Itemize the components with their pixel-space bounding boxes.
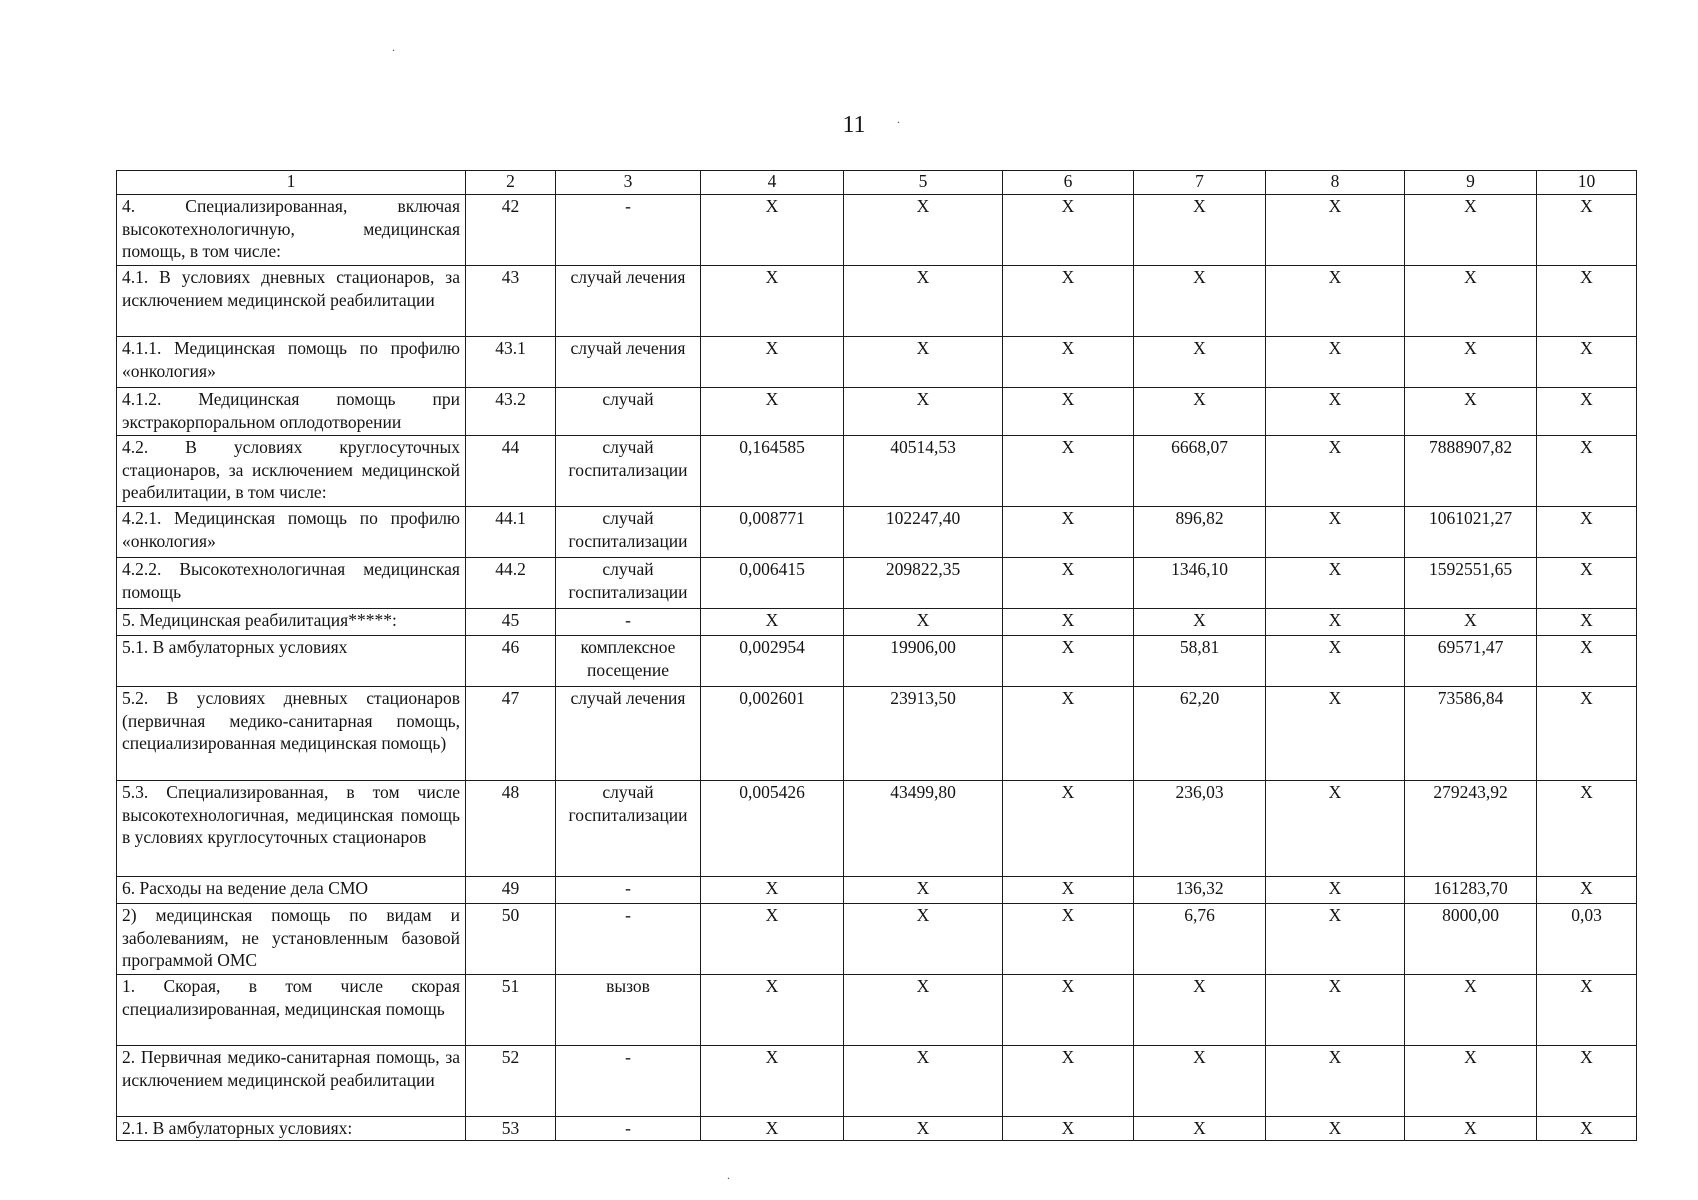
- row-name-cell: 4.1.1. Медицинская помощь по профилю «онкология»: [117, 337, 466, 388]
- table-row: [117, 975, 1637, 1046]
- row-code-cell: 50: [466, 904, 556, 975]
- col-8-cell: X: [1266, 687, 1405, 781]
- row-code-cell: 46: [466, 636, 556, 687]
- col-9-cell: 7888907,82: [1405, 436, 1537, 507]
- row-unit-cell: случай госпитализации: [556, 781, 701, 877]
- col-6-cell: X: [1003, 687, 1134, 781]
- col-4-cell: 0,002601: [701, 687, 844, 781]
- col-5-cell: 209822,35: [844, 558, 1003, 609]
- col-9-cell: X: [1405, 195, 1537, 266]
- col-5-cell: X: [844, 266, 1003, 337]
- col-6-cell: X: [1003, 337, 1134, 388]
- col-7-cell: X: [1134, 337, 1266, 388]
- table-row: [117, 558, 1637, 609]
- col-7-cell: 236,03: [1134, 781, 1266, 877]
- header-cell: 1: [117, 171, 466, 195]
- col-5-cell: X: [844, 877, 1003, 904]
- col-7-cell: X: [1134, 195, 1266, 266]
- col-4-cell: 0,002954: [701, 636, 844, 687]
- col-7-cell: X: [1134, 266, 1266, 337]
- col-5-cell: 43499,80: [844, 781, 1003, 877]
- col-10-cell: X: [1537, 687, 1637, 781]
- col-5-cell: X: [844, 1117, 1003, 1141]
- col-6-cell: X: [1003, 195, 1134, 266]
- row-unit-cell: случай: [556, 388, 701, 436]
- row-name-cell: 2. Первичная медико-санитарная помощь, за исключением медицинской реабилитации: [117, 1046, 466, 1117]
- header-cell: 4: [701, 171, 844, 195]
- row-name-cell: 4.1.2. Медицинская помощь при экстракорпоральном оплодотворении: [117, 388, 466, 436]
- col-7-cell: 136,32: [1134, 877, 1266, 904]
- row-name-cell: 2.1. В амбулаторных условиях:: [117, 1117, 466, 1141]
- col-8-cell: X: [1266, 558, 1405, 609]
- col-7-cell: 896,82: [1134, 507, 1266, 558]
- row-name-cell: 5.1. В амбулаторных условиях: [117, 636, 466, 687]
- col-4-cell: X: [701, 1117, 844, 1141]
- col-8-cell: X: [1266, 904, 1405, 975]
- col-8-cell: X: [1266, 877, 1405, 904]
- col-10-cell: X: [1537, 975, 1637, 1046]
- table-row: [117, 1117, 1637, 1141]
- col-6-cell: X: [1003, 636, 1134, 687]
- header-cell: 3: [556, 171, 701, 195]
- table-row: [117, 266, 1637, 337]
- row-code-cell: 42: [466, 195, 556, 266]
- table-row: [117, 781, 1637, 877]
- col-9-cell: X: [1405, 609, 1537, 636]
- col-5-cell: 40514,53: [844, 436, 1003, 507]
- col-10-cell: X: [1537, 507, 1637, 558]
- col-10-cell: X: [1537, 558, 1637, 609]
- row-code-cell: 44: [466, 436, 556, 507]
- table-row: [117, 388, 1637, 436]
- col-4-cell: 0,005426: [701, 781, 844, 877]
- header-cell: 10: [1537, 171, 1637, 195]
- col-8-cell: X: [1266, 781, 1405, 877]
- data-table: [116, 170, 1637, 1141]
- row-code-cell: 47: [466, 687, 556, 781]
- col-6-cell: X: [1003, 781, 1134, 877]
- col-6-cell: X: [1003, 877, 1134, 904]
- col-4-cell: 0,008771: [701, 507, 844, 558]
- row-code-cell: 45: [466, 609, 556, 636]
- row-code-cell: 44.1: [466, 507, 556, 558]
- col-4-cell: X: [701, 609, 844, 636]
- row-name-cell: 4.1. В условиях дневных стационаров, за исключением медицинской реабилитации: [117, 266, 466, 337]
- page-number: 11: [842, 112, 866, 138]
- table-row: [117, 636, 1637, 687]
- col-4-cell: X: [701, 388, 844, 436]
- row-unit-cell: -: [556, 1046, 701, 1117]
- scan-speck: .: [727, 1168, 730, 1182]
- table-row: [117, 1046, 1637, 1117]
- col-10-cell: X: [1537, 1117, 1637, 1141]
- col-7-cell: X: [1134, 609, 1266, 636]
- table-row: [117, 436, 1637, 507]
- col-7-cell: X: [1134, 1117, 1266, 1141]
- row-unit-cell: случай лечения: [556, 266, 701, 337]
- col-8-cell: X: [1266, 337, 1405, 388]
- row-code-cell: 52: [466, 1046, 556, 1117]
- col-6-cell: X: [1003, 436, 1134, 507]
- col-6-cell: X: [1003, 975, 1134, 1046]
- row-unit-cell: -: [556, 904, 701, 975]
- col-5-cell: 19906,00: [844, 636, 1003, 687]
- col-5-cell: X: [844, 904, 1003, 975]
- row-unit-cell: -: [556, 195, 701, 266]
- col-4-cell: X: [701, 1046, 844, 1117]
- col-9-cell: X: [1405, 266, 1537, 337]
- row-unit-cell: случай госпитализации: [556, 558, 701, 609]
- col-7-cell: X: [1134, 975, 1266, 1046]
- row-name-cell: 1. Скорая, в том числе скорая специализированная, медицинская помощь: [117, 975, 466, 1046]
- row-name-cell: 5.2. В условиях дневных стационаров (первичная медико-санитарная помощь, специализированная медицинская помощь): [117, 687, 466, 781]
- row-name-cell: 5.3. Специализированная, в том числе высокотехнологичная, медицинская помощь в условиях круглосуточных стационаров: [117, 781, 466, 877]
- table-body: [117, 171, 1637, 1141]
- col-6-cell: X: [1003, 507, 1134, 558]
- col-5-cell: X: [844, 195, 1003, 266]
- row-name-cell: 2) медицинская помощь по видам и заболеваниям, не установленным базовой программой ОМС: [117, 904, 466, 975]
- table-row: [117, 904, 1637, 975]
- header-cell: 9: [1405, 171, 1537, 195]
- col-8-cell: X: [1266, 1046, 1405, 1117]
- row-name-cell: 4.2.2. Высокотехнологичная медицинская помощь: [117, 558, 466, 609]
- table-row: [117, 687, 1637, 781]
- col-8-cell: X: [1266, 636, 1405, 687]
- col-6-cell: X: [1003, 266, 1134, 337]
- col-8-cell: X: [1266, 609, 1405, 636]
- col-8-cell: X: [1266, 195, 1405, 266]
- row-name-cell: 4.2. В условиях круглосуточных стационаров, за исключением медицинской реабилитации, в том числе:: [117, 436, 466, 507]
- scan-speck: .: [392, 40, 395, 54]
- col-10-cell: X: [1537, 337, 1637, 388]
- header-cell: 2: [466, 171, 556, 195]
- table-row: [117, 507, 1637, 558]
- col-8-cell: X: [1266, 507, 1405, 558]
- row-name-cell: 6. Расходы на ведение дела СМО: [117, 877, 466, 904]
- col-4-cell: 0,006415: [701, 558, 844, 609]
- table-row: [117, 337, 1637, 388]
- row-name-cell: 5. Медицинская реабилитация*****:: [117, 609, 466, 636]
- col-6-cell: X: [1003, 904, 1134, 975]
- table-row: [117, 195, 1637, 266]
- row-unit-cell: случай лечения: [556, 337, 701, 388]
- col-7-cell: X: [1134, 1046, 1266, 1117]
- row-unit-cell: -: [556, 1117, 701, 1141]
- col-9-cell: 161283,70: [1405, 877, 1537, 904]
- row-unit-cell: комплексное посещение: [556, 636, 701, 687]
- col-9-cell: 73586,84: [1405, 687, 1537, 781]
- col-5-cell: X: [844, 388, 1003, 436]
- scan-speck: .: [897, 112, 900, 126]
- col-10-cell: X: [1537, 266, 1637, 337]
- col-5-cell: X: [844, 1046, 1003, 1117]
- col-6-cell: X: [1003, 1046, 1134, 1117]
- row-code-cell: 49: [466, 877, 556, 904]
- header-row: [117, 171, 1637, 195]
- col-9-cell: 69571,47: [1405, 636, 1537, 687]
- row-code-cell: 51: [466, 975, 556, 1046]
- col-8-cell: X: [1266, 975, 1405, 1046]
- col-5-cell: X: [844, 609, 1003, 636]
- header-cell: 8: [1266, 171, 1405, 195]
- header-cell: 5: [844, 171, 1003, 195]
- row-unit-cell: -: [556, 609, 701, 636]
- col-8-cell: X: [1266, 388, 1405, 436]
- col-9-cell: X: [1405, 1046, 1537, 1117]
- col-9-cell: 8000,00: [1405, 904, 1537, 975]
- col-4-cell: 0,164585: [701, 436, 844, 507]
- col-6-cell: X: [1003, 388, 1134, 436]
- row-unit-cell: вызов: [556, 975, 701, 1046]
- row-code-cell: 43: [466, 266, 556, 337]
- col-5-cell: 102247,40: [844, 507, 1003, 558]
- col-6-cell: X: [1003, 558, 1134, 609]
- col-4-cell: X: [701, 195, 844, 266]
- col-9-cell: X: [1405, 975, 1537, 1046]
- row-name-cell: 4. Специализированная, включая высокотехнологичную, медицинская помощь, в том числе:: [117, 195, 466, 266]
- col-8-cell: X: [1266, 436, 1405, 507]
- row-name-cell: 4.2.1. Медицинская помощь по профилю «онкология»: [117, 507, 466, 558]
- col-4-cell: X: [701, 337, 844, 388]
- col-10-cell: 0,03: [1537, 904, 1637, 975]
- col-6-cell: X: [1003, 609, 1134, 636]
- col-4-cell: X: [701, 975, 844, 1046]
- col-10-cell: X: [1537, 1046, 1637, 1117]
- col-4-cell: X: [701, 904, 844, 975]
- col-4-cell: X: [701, 877, 844, 904]
- col-9-cell: 279243,92: [1405, 781, 1537, 877]
- col-7-cell: 62,20: [1134, 687, 1266, 781]
- col-5-cell: X: [844, 975, 1003, 1046]
- row-unit-cell: случай госпитализации: [556, 507, 701, 558]
- col-10-cell: X: [1537, 388, 1637, 436]
- col-9-cell: 1061021,27: [1405, 507, 1537, 558]
- col-7-cell: 58,81: [1134, 636, 1266, 687]
- col-8-cell: X: [1266, 266, 1405, 337]
- col-7-cell: 6668,07: [1134, 436, 1266, 507]
- col-8-cell: X: [1266, 1117, 1405, 1141]
- row-unit-cell: случай госпитализации: [556, 436, 701, 507]
- row-code-cell: 44.2: [466, 558, 556, 609]
- row-code-cell: 48: [466, 781, 556, 877]
- header-cell: 6: [1003, 171, 1134, 195]
- col-9-cell: X: [1405, 1117, 1537, 1141]
- col-7-cell: X: [1134, 388, 1266, 436]
- table-row: [117, 877, 1637, 904]
- col-10-cell: X: [1537, 609, 1637, 636]
- row-unit-cell: случай лечения: [556, 687, 701, 781]
- col-10-cell: X: [1537, 781, 1637, 877]
- col-7-cell: 1346,10: [1134, 558, 1266, 609]
- row-code-cell: 43.1: [466, 337, 556, 388]
- col-9-cell: X: [1405, 388, 1537, 436]
- col-6-cell: X: [1003, 1117, 1134, 1141]
- col-9-cell: 1592551,65: [1405, 558, 1537, 609]
- col-5-cell: 23913,50: [844, 687, 1003, 781]
- col-5-cell: X: [844, 337, 1003, 388]
- row-code-cell: 43.2: [466, 388, 556, 436]
- col-10-cell: X: [1537, 636, 1637, 687]
- col-10-cell: X: [1537, 195, 1637, 266]
- table-row: [117, 609, 1637, 636]
- header-cell: 7: [1134, 171, 1266, 195]
- col-9-cell: X: [1405, 337, 1537, 388]
- row-unit-cell: -: [556, 877, 701, 904]
- col-10-cell: X: [1537, 436, 1637, 507]
- col-7-cell: 6,76: [1134, 904, 1266, 975]
- col-10-cell: X: [1537, 877, 1637, 904]
- col-4-cell: X: [701, 266, 844, 337]
- row-code-cell: 53: [466, 1117, 556, 1141]
